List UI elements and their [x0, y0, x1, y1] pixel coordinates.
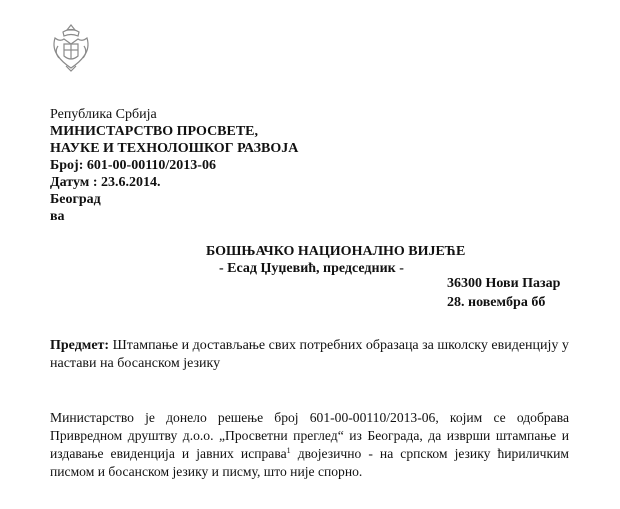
subject-line — [50, 337, 570, 373]
sender-header — [50, 106, 298, 225]
ministry-name-line1: МИНИСТАРСТВО ПРОСВЕТЕ, — [50, 124, 259, 139]
sender-city: Београд — [50, 192, 101, 207]
footnote-mark: 1 — [286, 446, 291, 455]
ministry-name-line2: НАУКЕ И ТЕХНОЛОШКОГ РАЗВОЈА — [50, 141, 299, 156]
body-text-part2: двојезично - на српском језику ћириличким писмом и босанском језику и писму, што није спорно. — [50, 446, 569, 479]
reference-number: Број: 601-00-00110/2013-06 — [50, 158, 216, 173]
street-address: 28. новембра бб — [447, 295, 546, 310]
subject-label: Предмет: — [50, 338, 110, 353]
sender-extra: ва — [50, 209, 65, 224]
body-text-part1: Министарство је донело решење број 601-00-00110/2013-06, којим се одобрава Привредном друштву д.о.о. „Просветни преглед“ из Београда, да изврши штампање и издавање евиденција и јавних исправа — [50, 410, 569, 461]
country-name: Република Србија — [50, 107, 157, 122]
coat-of-arms-icon — [50, 22, 92, 74]
addressee-address — [447, 275, 560, 313]
addressee-person: - Есад Џуџевић, председник - — [219, 261, 404, 276]
subject-text: Штампање и достављање свих потребних образаца за школску евиденцију у настави на босанском језику — [50, 338, 569, 371]
postal-city: 36300 Нови Пазар — [447, 276, 561, 291]
addressee-organization: БОШЊАЧКО НАЦИОНАЛНО ВИЈЕЋЕ — [206, 244, 466, 259]
body-paragraph — [50, 409, 569, 481]
document-date: Датум : 23.6.2014. — [50, 175, 161, 190]
